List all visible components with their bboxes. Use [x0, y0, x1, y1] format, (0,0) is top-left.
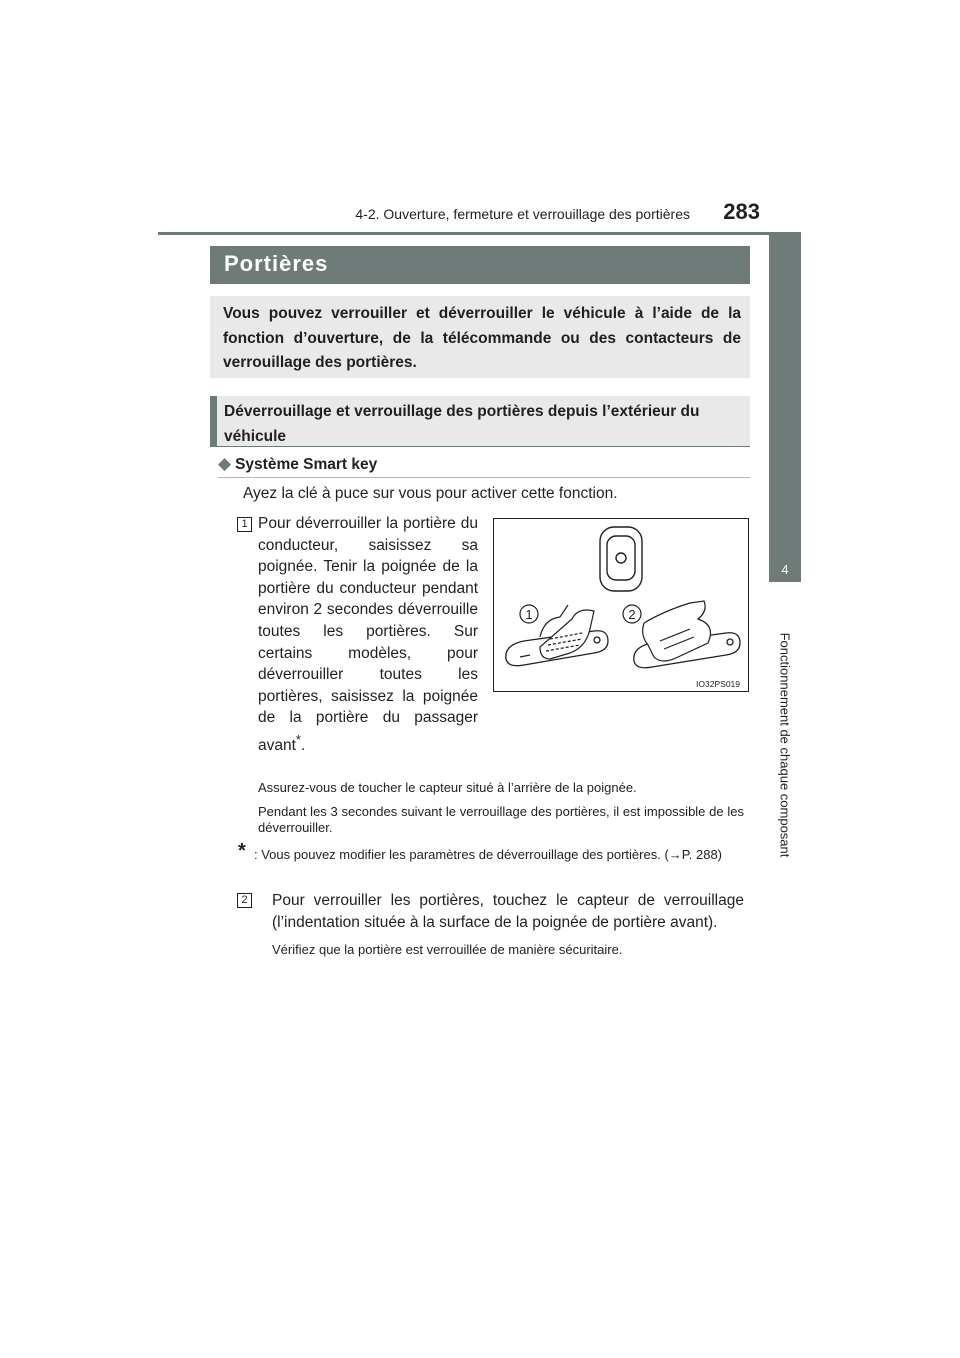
diamond-icon: ◆	[218, 454, 232, 473]
chapter-tab	[769, 232, 801, 582]
intro-box	[210, 296, 750, 378]
hand-grip-icon	[540, 605, 594, 659]
footnote-marker: *	[238, 840, 246, 862]
step-2-badge: 2	[237, 893, 252, 908]
door-handle-drawing	[494, 519, 748, 691]
chapter-number: 4	[781, 562, 789, 577]
footnote-text: : Vous pouvez modifier les paramètres de déverrouillage des portières. (→P. 288)	[254, 847, 723, 862]
note-verify-lock: Vérifiez que la portière est verrouillée de manière sécuritaire.	[272, 942, 623, 957]
chapter-label	[771, 600, 799, 890]
lead-text: Ayez la clé à puce sur vous pour activer cette fonction.	[243, 485, 618, 502]
page-number: 283	[723, 199, 760, 224]
callout-2-label: 2	[628, 607, 636, 622]
subheading-text: Système Smart key	[235, 456, 378, 473]
note-lock-delay: Pendant les 3 secondes suivant le verrouillage des portières, il est impossible de les déverrouiller.	[258, 804, 744, 835]
step-1-body: Pour déverrouiller la portière du conducteur, saisissez sa poignée. Tenir la poignée de la portière du conducteur pendant environ 2 secondes déverrouille toutes les portières. Sur certains modèles, pour déverrouiller toutes les portières, saisissez la poignée de la portière du passager avant	[258, 515, 478, 755]
section-accent	[210, 396, 217, 446]
hand-touch-icon	[643, 601, 711, 661]
note-sensor: Assurez-vous de toucher le capteur situé à l’arrière de la poignée.	[258, 780, 637, 795]
section-heading-box	[210, 396, 750, 446]
subheading-rule	[218, 477, 750, 478]
running-header: 4-2. Ouverture, fermeture et verrouillage des portières	[355, 206, 690, 222]
step-2-text: Pour verrouiller les portières, touchez le capteur de verrouillage (l’indentation située à la surface de la poignée de portière avant).	[272, 892, 744, 931]
section-heading: Déverrouillage et verrouillage des portières depuis l’extérieur du véhicule	[224, 403, 700, 445]
callout-1-label: 1	[525, 607, 533, 622]
step-1-text: Pour déverrouiller la portière du conducteur, saisissez sa poignée. Tenir la poignée de la portière du conducteur pendant environ 2 secondes déverrouille toutes les portières. Sur certains modèles, pour déverrouiller toutes les portières, saisissez la poignée de la portière du passager avant*.	[258, 515, 478, 755]
intro-text: Vous pouvez verrouiller et déverrouiller le véhicule à l’aide de la fonction d’ouverture, de la télécommande ou des contacteurs de verrouillage des portières.	[223, 305, 741, 371]
page-title-bar	[210, 246, 750, 284]
door-handle-illustration	[493, 518, 749, 692]
figure-code: IO32PS019	[696, 679, 740, 689]
subheading	[218, 454, 377, 474]
header-rule	[158, 232, 801, 235]
smart-key-icon	[600, 527, 642, 591]
footnote-marker-ref: *	[295, 731, 301, 747]
section-rule	[210, 446, 750, 447]
chapter-label-text: Fonctionnement de chaque composant	[777, 632, 793, 858]
step-1-badge: 1	[237, 517, 252, 532]
page-title: Portières	[224, 251, 329, 276]
